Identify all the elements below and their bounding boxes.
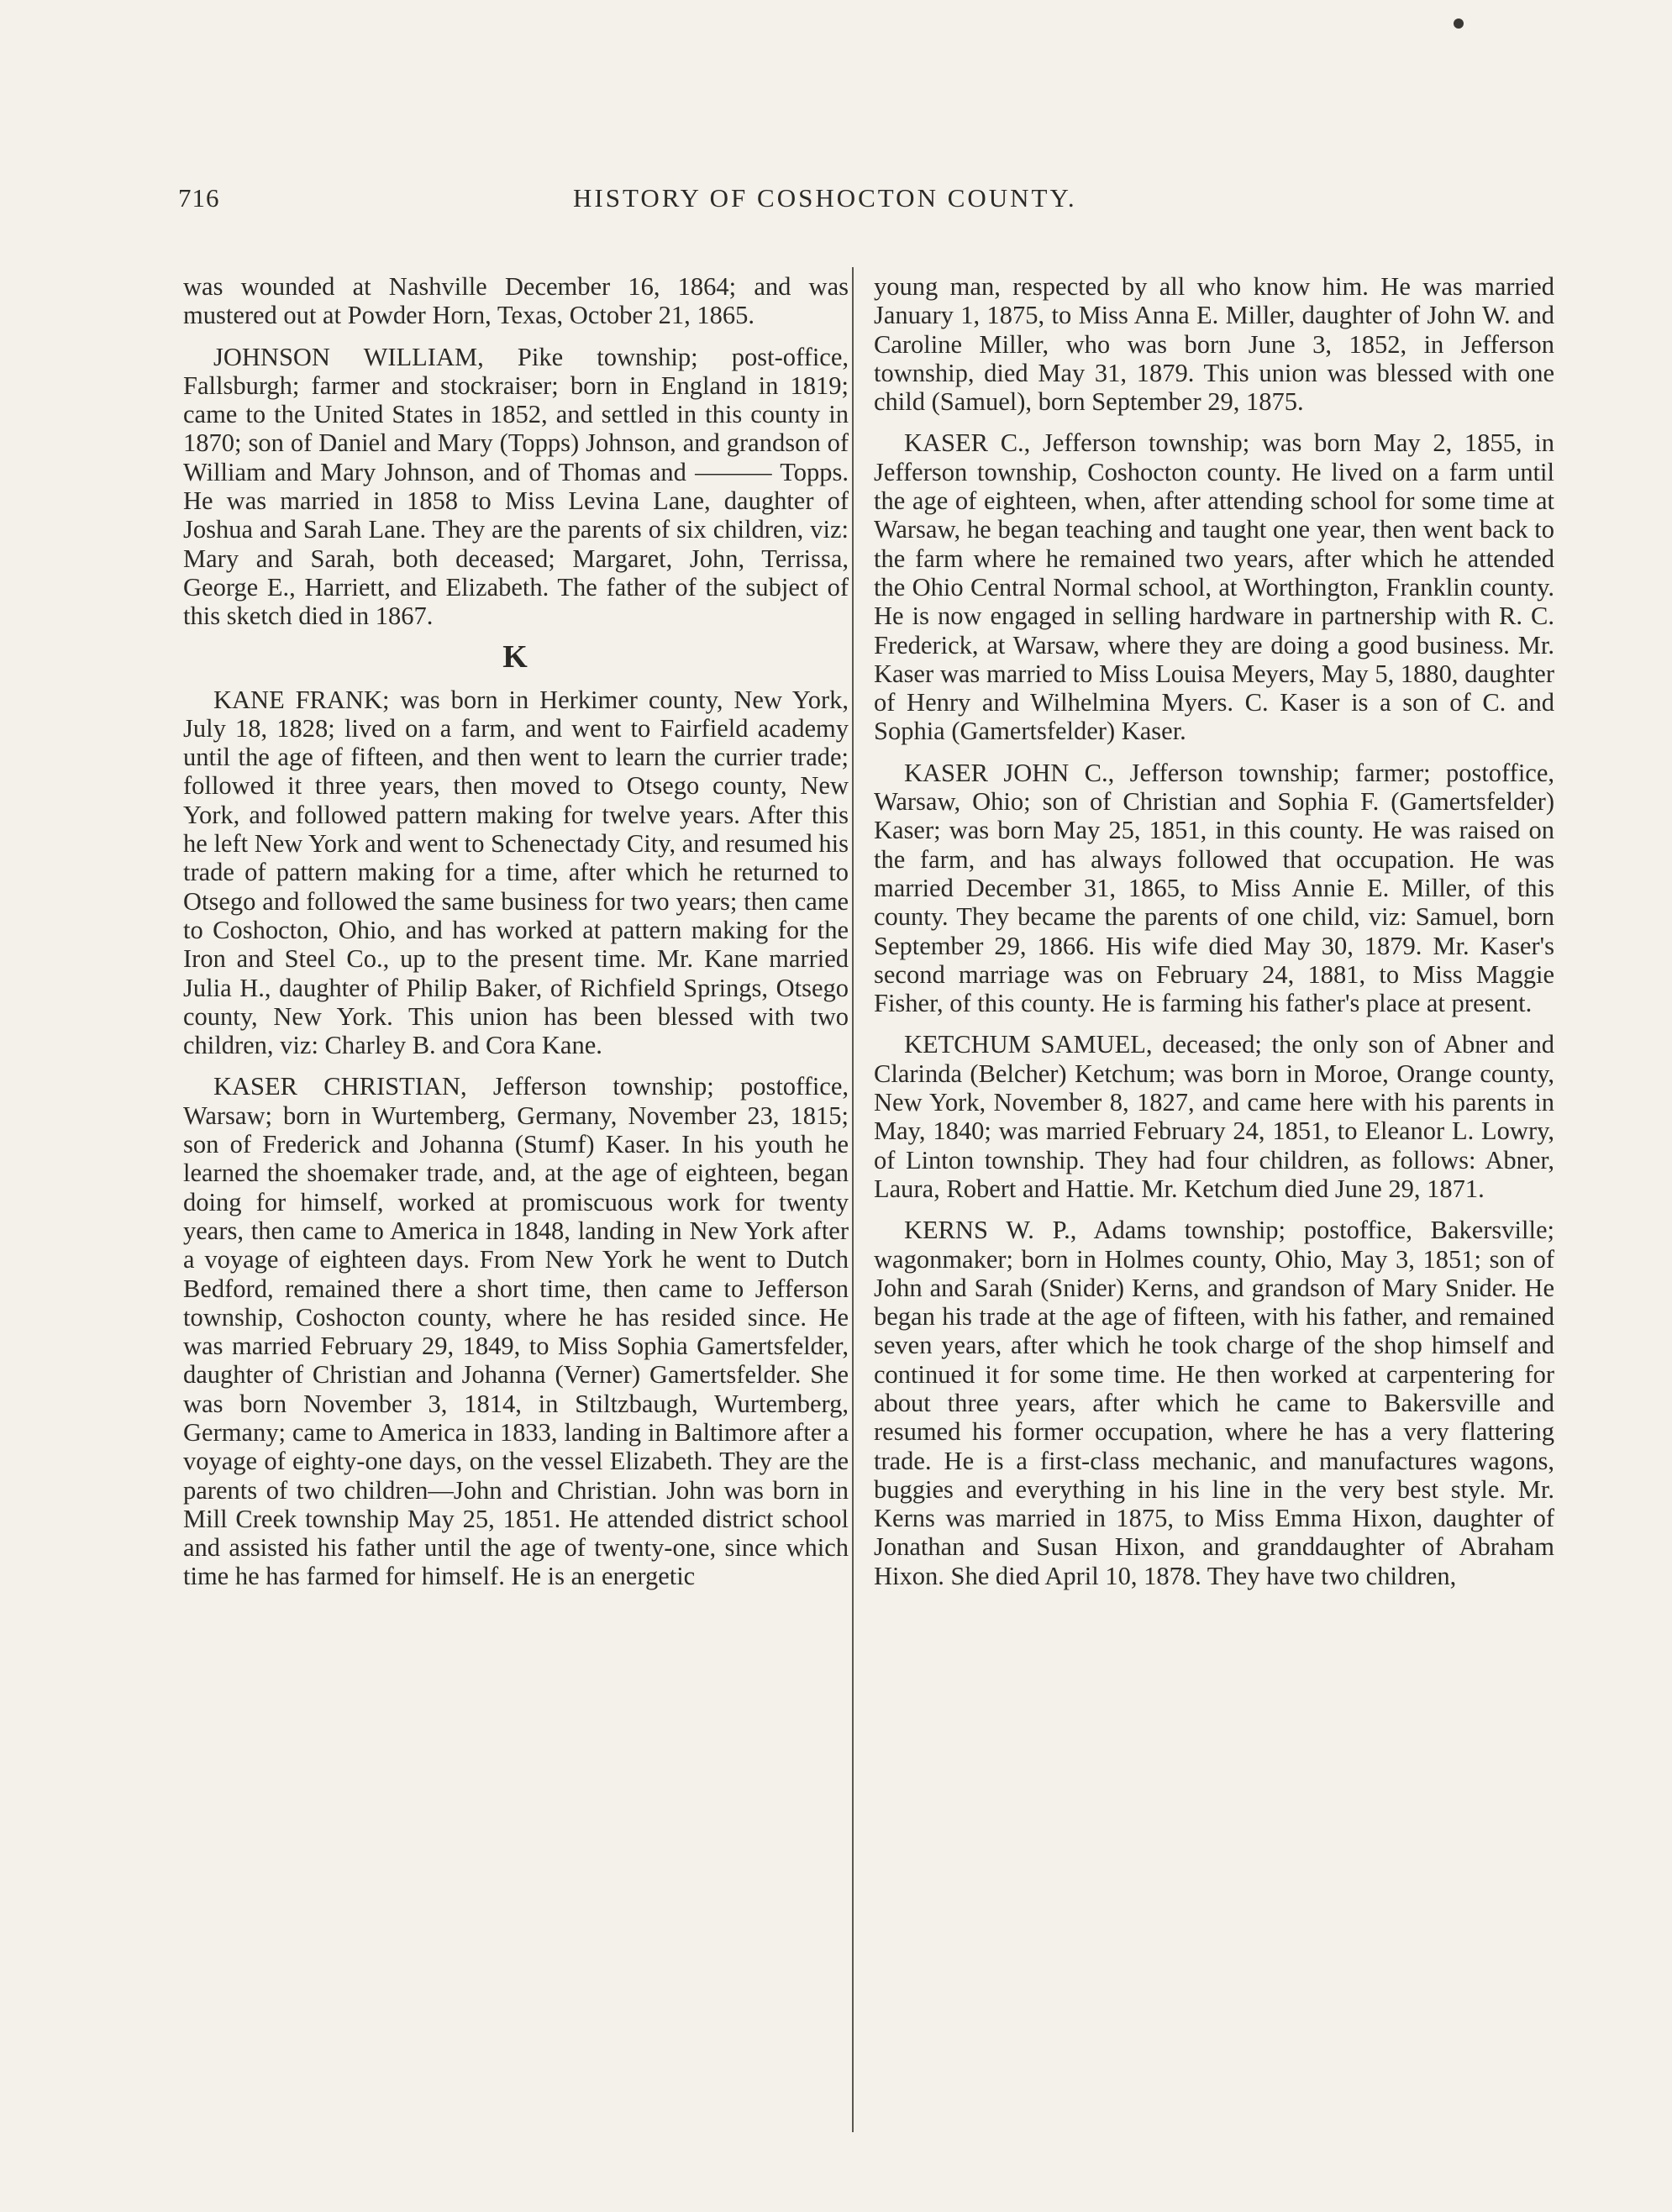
page-number: 716 <box>178 183 220 213</box>
left-column <box>183 272 849 1591</box>
page-header <box>178 183 1161 225</box>
entry-kane-frank: KANE FRANK; was born in Herkimer county, New York, July 18, 1828; lived on a farm, and went to Fairfield academy until the age of fifteen, and then went to learn the currier trade; followed it three years, then moved to Otsego county, New York, and followed pattern making for twelve years. After this he left New York and went to Schenectady City, and resumed his trade of pattern making for a time, after which he returned to Otsego and followed the same business for two years; then came to Coshocton, Ohio, and has worked at pattern making for the Iron and Steel Co., up to the present time. Mr. Kane married Julia H., daughter of Philip Baker, of Richfield Springs, Otsego county, New York. This union has been blessed with two children, viz: Charley B. and Cora Kane. <box>183 685 849 1060</box>
running-title: HISTORY OF COSHOCTON COUNTY. <box>573 183 1077 213</box>
paragraph-continuation: was wounded at Nashville December 16, 1864; and was mustered out at Powder Horn, Texas, October 21, 1865. <box>183 272 849 330</box>
section-letter-heading: K <box>502 638 529 675</box>
entry-kaser-john-c: KASER JOHN C., Jefferson township; farmer; postoffice, Warsaw, Ohio; son of Christian and Sophia F. (Gamertsfelder) Kaser; was born May 25, 1851, in this county. He was raised on the farm, and has always followed that occupation. He was married December 31, 1865, to Miss Annie E. Miller, of this county. They became the parents of one child, viz: Samuel, born September 29, 1866. His wife died May 30, 1879. Mr. Kaser's second marriage was on February 24, 1881, to Miss Maggie Fisher, of this county. He is farming his father's place at present. <box>874 758 1554 1018</box>
entry-johnson-william: JOHNSON WILLIAM, Pike township; post-office, Fallsburgh; farmer and stockraiser; born in England in 1819; came to the United States in 1852, and settled in this county in 1870; son of Daniel and Mary (Topps) Johnson, and grandson of William and Mary Johnson, and of Thomas and ——— Topps. He was married in 1858 to Miss Levina Lane, daughter of Joshua and Sarah Lane. They are the parents of six children, viz: Mary and Sarah, both deceased; Margaret, John, Terrissa, George E., Harriett, and Elizabeth. The father of the subject of this sketch died in 1867. <box>183 342 849 631</box>
entry-kerns-w-p: KERNS W. P., Adams township; postoffice, Bakersville; wagonmaker; born in Holmes county, Ohio, May 3, 1851; son of John and Sarah (Snider) Kerns, and grandson of Mary Snider. He began his trade at the age of fifteen, with his father, and remained seven years, after which he took charge of the shop himself and continued it for some time. He then worked at carpentering for about three years, after which he came to Bakersville and resumed his former occupation, where he has a very flattering trade. He is a first-class mechanic, and manufactures wagons, buggies and everything in his line in the very best style. Mr. Kerns was married in 1875, to Miss Emma Hixon, daughter of Jonathan and Susan Hixon, and granddaughter of Abraham Hixon. She died April 10, 1878. They have two children, <box>874 1216 1554 1590</box>
column-divider <box>852 267 854 2132</box>
ink-dot <box>1454 18 1464 29</box>
paragraph-continuation: young man, respected by all who know him. He was married January 1, 1875, to Miss Anna E. Miller, daughter of John W. and Caroline Miller, who was born June 3, 1852, in Jefferson township, died May 31, 1879. This union was blessed with one child (Samuel), born September 29, 1875. <box>874 272 1554 417</box>
entry-ketchum-samuel: KETCHUM SAMUEL, deceased; the only son of Abner and Clarinda (Belcher) Ketchum; was born in Moroe, Orange county, New York, November 8, 1827, and came here with his parents in May, 1840; was married February 24, 1851, to Eleanor L. Lowry, of Linton township. They had four children, as follows: Abner, Laura, Robert and Hattie. Mr. Ketchum died June 29, 1871. <box>874 1030 1554 1203</box>
entry-kaser-christian: KASER CHRISTIAN, Jefferson township; postoffice, Warsaw; born in Wurtemberg, Germany, November 23, 1815; son of Frederick and Johanna (Stumf) Kaser. In his youth he learned the shoemaker trade, and, at the age of eighteen, began doing for himself, worked at promiscuous work for twenty years, then came to America in 1848, landing in New York after a voyage of eighteen days. From New York he went to Dutch Bedford, remained there a short time, then came to Jefferson township, Coshocton county, where he has resided since. He was married February 29, 1849, to Miss Sophia Gamertsfelder, daughter of Christian and Johanna (Verner) Gamertsfelder. She was born November 3, 1814, in Stiltzbaugh, Wurtemberg, Germany; came to America in 1833, landing in Baltimore after a voyage of eighty-one days, on the vessel Elizabeth. They are the parents of two children—John and Christian. John was born in Mill Creek township May 25, 1851. He attended district school and assisted his father until the age of twenty-one, since which time he has farmed for himself. He is an energetic <box>183 1072 849 1591</box>
right-column <box>874 272 1554 1590</box>
entry-kaser-c: KASER C., Jefferson township; was born May 2, 1855, in Jefferson township, Coshocton county. He lived on a farm until the age of eighteen, when, after attending school for some time at Warsaw, he began teaching and taught one year, then went back to the farm where he remained two years, after which he attended the Ohio Central Normal school, at Worthington, Franklin county. He is now engaged in selling hardware in partnership with R. C. Frederick, at Warsaw, where they are doing a good business. Mr. Kaser was married to Miss Louisa Meyers, May 5, 1880, daughter of Henry and Wilhelmina Myers. C. Kaser is a son of C. and Sophia (Gamertsfelder) Kaser. <box>874 428 1554 746</box>
